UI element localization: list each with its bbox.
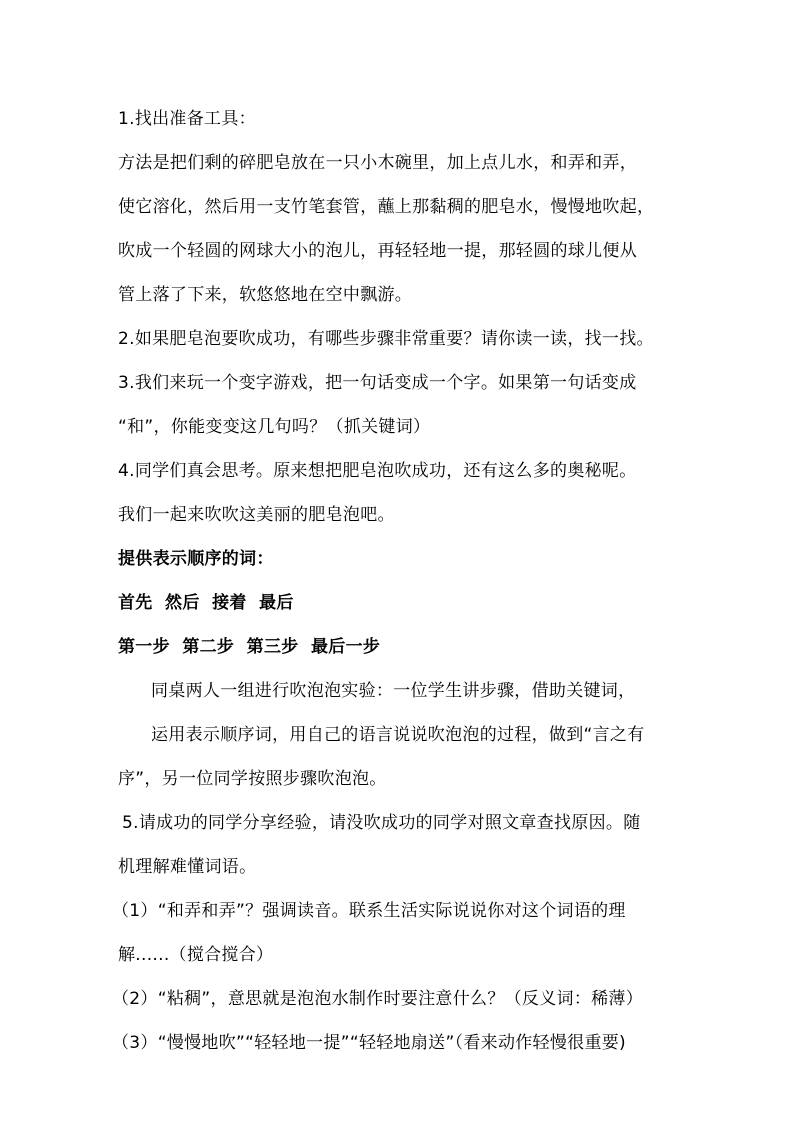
passage-line: 方法是把们剩的碎肥皂放在一只小木碗里，加上点儿水，和弄和弄， bbox=[118, 153, 637, 173]
experiment-text-cont: 运用表示顺序词，用自己的语言说说吹泡泡的过程，做到“言之有 bbox=[151, 725, 645, 745]
step-3-text: 3.我们来玩一个变字游戏，把一句话变成一个字。如果第一句话变成 bbox=[118, 373, 637, 393]
experiment-text-end: 序”，另一位同学按照步骤吹泡泡。 bbox=[118, 769, 387, 789]
order-words-heading: 提供表示顺序的词： bbox=[118, 549, 274, 569]
experiment-text: 同桌两人一组进行吹泡泡实验：一位学生讲步骤，借助关键词， bbox=[151, 681, 636, 701]
order-words-list-1: 首先 然后 接着 最后 bbox=[118, 593, 294, 613]
passage-line: 管上落了下来，软悠悠地在空中飘游。 bbox=[118, 285, 413, 305]
step-4-text-cont: 我们一起来吹吹这美丽的肥皂泡吧。 bbox=[118, 505, 395, 525]
step-4-text: 4.同学们真会思考。原来想把肥皂泡吹成功，还有这么多的奥秘呢。 bbox=[118, 461, 637, 481]
step-1-heading: 1.找出准备工具： bbox=[118, 109, 256, 129]
step-5-text-cont: 机理解难懂词语。 bbox=[118, 857, 257, 877]
vocab-item-1: （1）“和弄和弄”？强调读音。联系生活实际说说你对这个词语的理 bbox=[112, 901, 626, 921]
vocab-item-3: （3）“慢慢地吹”“轻轻地一提”“轻轻地扇送”（看来动作轻慢很重要) bbox=[112, 1033, 626, 1053]
passage-line: 使它溶化，然后用一支竹笔套管，蘸上那黏稠的肥皂水，慢慢地吹起， bbox=[118, 197, 655, 217]
vocab-item-2: （2）“粘稠”，意思就是泡泡水制作时要注意什么？（反义词：稀薄） bbox=[112, 989, 644, 1009]
vocab-item-1-cont: 解......（搅合搅合） bbox=[118, 945, 274, 965]
step-3-text-cont: “和”，你能变变这几句吗？（抓关键词） bbox=[118, 417, 431, 437]
step-5-text: 5.请成功的同学分享经验，请没吹成功的同学对照文章查找原因。随 bbox=[122, 813, 641, 833]
step-2-text: 2.如果肥皂泡要吹成功，有哪些步骤非常重要？请你读一读，找一找。 bbox=[118, 329, 654, 349]
order-words-list-2: 第一步 第二步 第三步 最后一步 bbox=[118, 637, 381, 657]
passage-line: 吹成一个轻圆的网球大小的泡儿，再轻轻地一提，那轻圆的球儿便从 bbox=[118, 241, 637, 261]
